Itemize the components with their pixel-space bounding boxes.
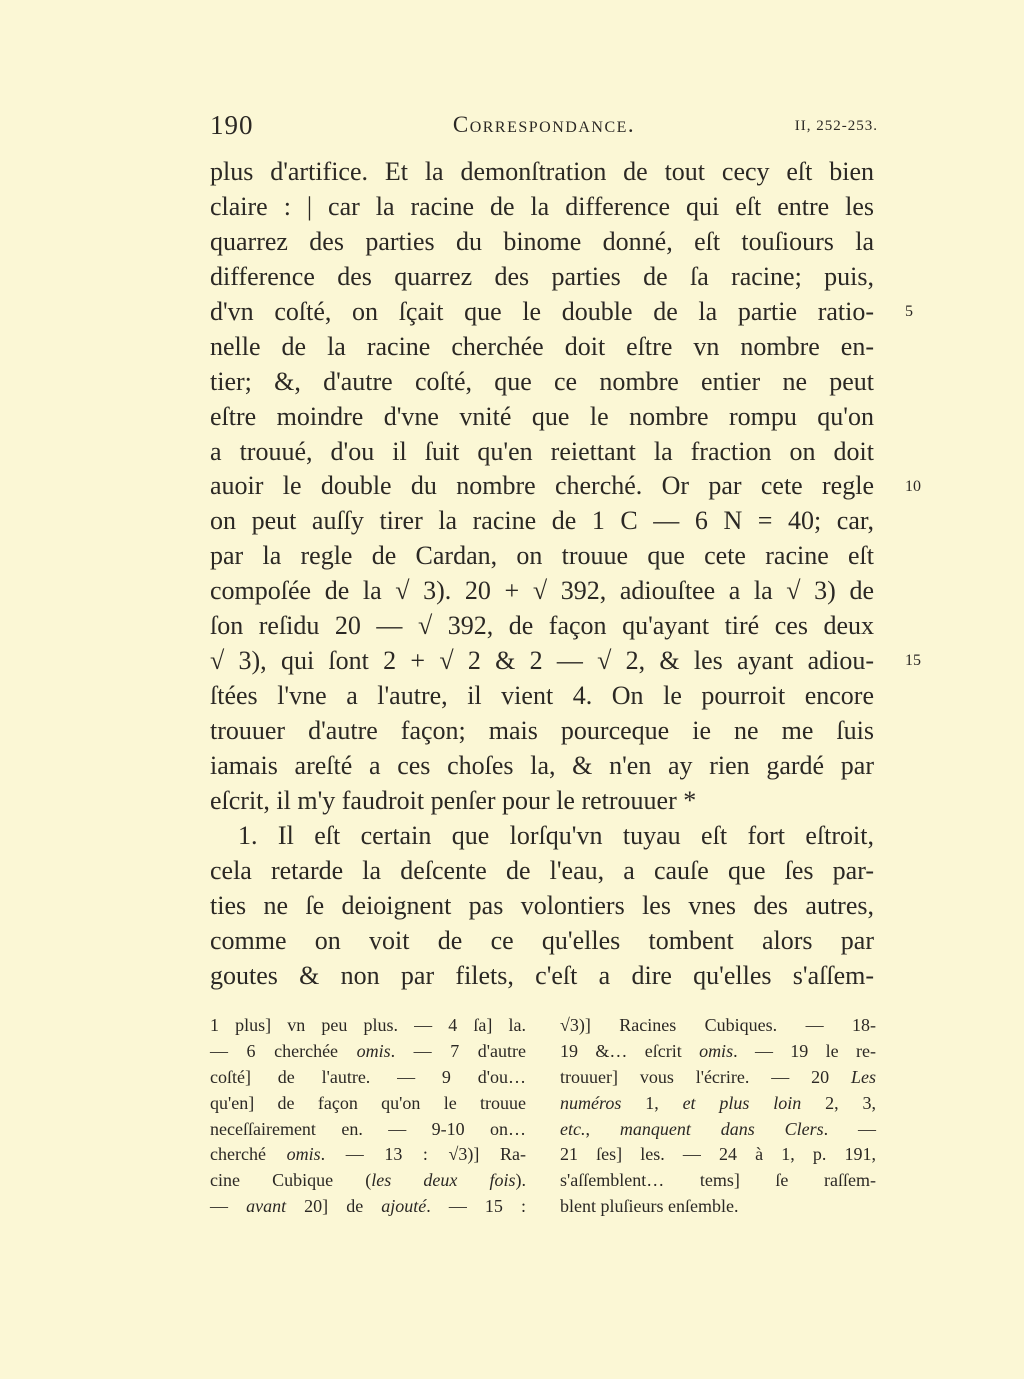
- note-line: √3)] Racines Cubiques. — 18-: [560, 1015, 876, 1035]
- line-number: 10: [905, 477, 921, 495]
- text-line: trouuer d'autre façon; mais pourceque ie ne me ſuis: [210, 716, 874, 745]
- text-line: nelle de la racine cherchée doit eſtre vn nombre en-: [210, 331, 874, 361]
- page-reference: II, 252-253.: [794, 118, 878, 134]
- line-number: 5: [905, 302, 913, 320]
- footnotes-right-column: [560, 1013, 876, 1220]
- text-line: √ 3), qui ſont 2 + √ 2 & 2 — √ 2, & les ayant adiou-: [210, 646, 874, 676]
- text-line: a trouué, d'ou il ſuit qu'en reiettant la fraction on doit: [210, 436, 874, 466]
- running-title: Correspondance.: [452, 112, 636, 137]
- text-line: goutes & non par filets, c'eſt a dire qu'elles s'aſſem-: [210, 960, 874, 990]
- note-line: — avant 20] de ajouté. — 15 :: [210, 1196, 526, 1217]
- page-number: 190: [210, 110, 254, 140]
- note-line: etc., manquent dans Clers. —: [560, 1118, 877, 1139]
- text-line: iamais areſté a ces choſes la, & n'en ay rien gardé par: [210, 750, 874, 780]
- main-text: [210, 155, 874, 994]
- note-line: — 6 cherchée omis. — 7 d'autre: [210, 1040, 526, 1061]
- text-line: par la regle de Cardan, on trouue que cete racine eſt: [210, 541, 874, 571]
- text-line: claire : | car la racine de la difference qui eſt entre les: [210, 191, 874, 221]
- text-line: comme on voit de ce qu'elles tombent alors par: [210, 925, 874, 955]
- note-line: neceſſairement en. — 9-10 on…: [210, 1118, 526, 1139]
- text-line: on peut auſſy tirer la racine de 1 C — 6 N = 40; car,: [210, 506, 874, 536]
- text-line: d'vn coſté, on ſçait que le double de la partie ratio-: [210, 296, 874, 326]
- note-line: coſté] de l'autre. — 9 d'ou…: [210, 1066, 526, 1087]
- text-line: compoſée de la √ 3). 20 + √ 392, adiouſtee a la √ 3) de: [210, 576, 874, 606]
- text-line: quarrez des parties du binome donné, eſt touſiours la: [210, 226, 874, 256]
- note-line: cherché omis. — 13 : √3)] Ra-: [210, 1144, 527, 1165]
- line-number: 15: [905, 652, 921, 670]
- text-line: plus d'artifice. Et la demonſtration de tout cecy eſt bien: [210, 157, 874, 186]
- text-line: ties ne ſe deioignent pas volontiers les vnes des autres,: [210, 890, 874, 920]
- text-line: auoir le double du nombre cherché. Or par cete regle: [210, 471, 874, 501]
- text-line: 1. Il eſt certain que lorſqu'vn tuyau eſt fort eſtroit,: [238, 820, 874, 850]
- note-line: 21 ſes] les. — 24 à 1, p. 191,: [560, 1144, 876, 1165]
- note-line: numéros 1, et plus loin 2, 3,: [560, 1092, 876, 1113]
- text-line: eſtre moindre d'vne vnité que le nombre rompu qu'on: [210, 401, 874, 431]
- page-header: [210, 110, 878, 140]
- text-line: cela retarde la deſcente de l'eau, a cauſe que ſes par-: [210, 855, 874, 885]
- note-line: s'aſſemblent… tems] ſe raſſem-: [560, 1170, 876, 1191]
- note-line: blent pluſieurs enſemble.: [560, 1196, 739, 1217]
- text-line: ſtées l'vne a l'autre, il vient 4. On le pourroit encore: [210, 681, 874, 711]
- text-line: eſcrit, il m'y faudroit penſer pour le retrouuer *: [210, 785, 697, 815]
- footnotes-left-column: [210, 1013, 526, 1220]
- text-line: ſon reſidu 20 — √ 392, de façon qu'ayant tiré ces deux: [210, 611, 874, 641]
- note-line: 1 plus] vn peu plus. — 4 ſa] la.: [210, 1015, 526, 1035]
- text-line: difference des quarrez des parties de ſa racine; puis,: [210, 261, 874, 291]
- note-line: trouuer] vous l'écrire. — 20 Les: [560, 1066, 876, 1087]
- note-line: qu'en] de façon qu'on le trouue: [210, 1092, 526, 1113]
- text-line: tier; &, d'autre coſté, que ce nombre entier ne peut: [210, 366, 874, 396]
- note-line: 19 &… eſcrit omis. — 19 le re-: [560, 1040, 876, 1061]
- note-line: cine Cubique (les deux fois).: [210, 1170, 526, 1191]
